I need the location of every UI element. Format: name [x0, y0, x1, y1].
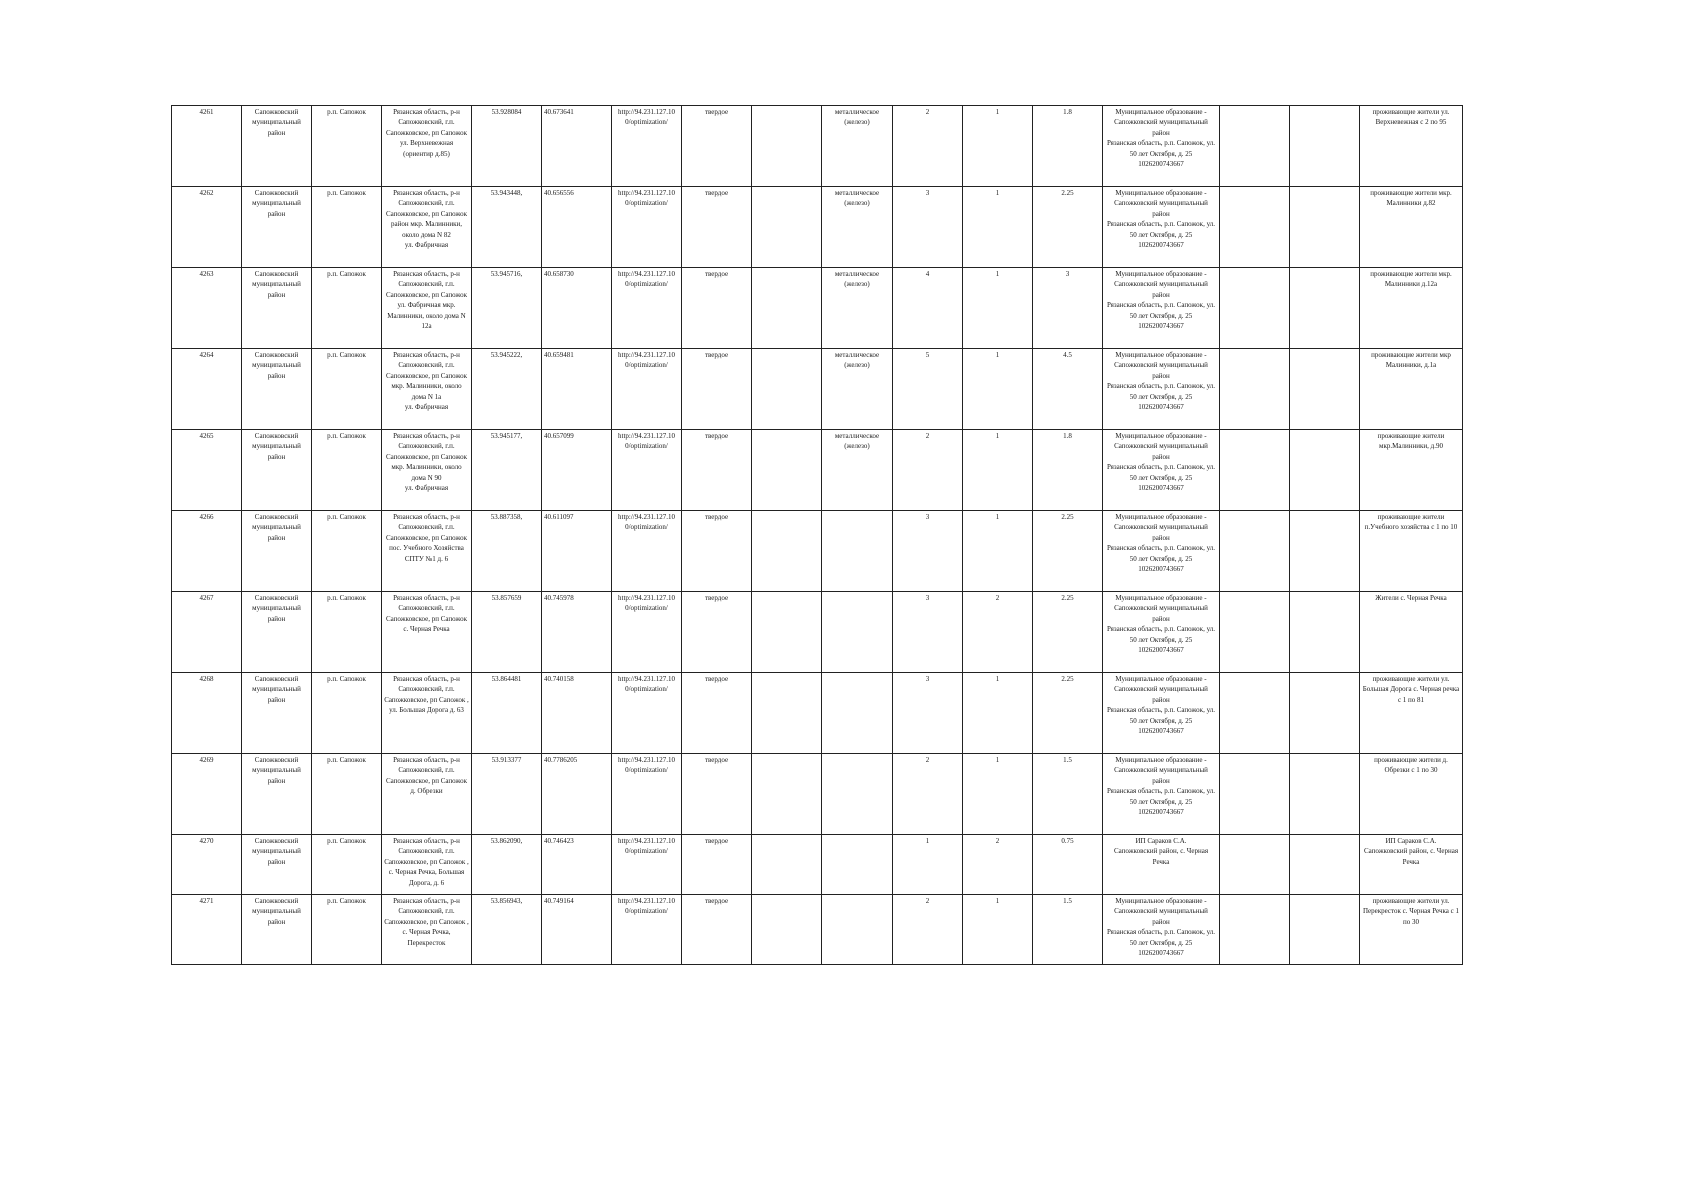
owner-cell: Муниципальное образование - Сапожковский муниципальный район Рязанская область, р.п. Сапожок, ул. 50 лет Октября, д. 25 1026200743667	[1103, 349, 1220, 430]
table-row	[172, 592, 1463, 673]
address-cell: Рязанская область, р-н Сапожковский, г.п. Сапожковское, рп Сапожок д. Обрезки	[382, 754, 472, 835]
container-material-cell: металлическое (железо)	[822, 268, 893, 349]
container-material-cell: металлическое (железо)	[822, 349, 893, 430]
planned-count-cell: 1	[963, 268, 1033, 349]
empty-cell	[1220, 673, 1290, 754]
latitude-cell: 53.943448,	[472, 187, 542, 268]
served-sources-cell: проживающие жители ул. Перекресток с. Черная Речка с 1 по 30	[1360, 895, 1463, 965]
locality-cell: р.п. Сапожок	[312, 754, 382, 835]
container-count-cell: 2	[893, 754, 963, 835]
link-cell: http://94.231.127.10 0/optimization/	[612, 673, 682, 754]
link-cell: http://94.231.127.10 0/optimization/	[612, 511, 682, 592]
empty-cell	[1290, 835, 1360, 895]
owner-cell: Муниципальное образование - Сапожковский муниципальный район Рязанская область, р.п. Сапожок, ул. 50 лет Октября, д. 25 1026200743667	[1103, 511, 1220, 592]
empty-cell	[1220, 511, 1290, 592]
address-cell: Рязанская область, р-н Сапожковский, г.п. Сапожковское, рп Сапожок пос. Учебного Хозяйства СПТУ №1 д. 6	[382, 511, 472, 592]
served-sources-cell: проживающие жители мкр. Малинники д.12а	[1360, 268, 1463, 349]
planned-count-cell: 1	[963, 349, 1033, 430]
latitude-cell: 53.945177,	[472, 430, 542, 511]
address-cell: Рязанская область, р-н Сапожковский, г.п. Сапожковское, рп Сапожок , ул. Большая Дорога д. 63	[382, 673, 472, 754]
served-sources-cell: Жители с. Черная Речка	[1360, 592, 1463, 673]
volume-cell: 1.5	[1033, 754, 1103, 835]
container-count-cell: 3	[893, 187, 963, 268]
longitude-cell: 40.745978	[542, 592, 612, 673]
container-count-cell: 2	[893, 895, 963, 965]
empty-cell	[1290, 592, 1360, 673]
longitude-cell: 40.656556	[542, 187, 612, 268]
locality-cell: р.п. Сапожок	[312, 349, 382, 430]
row-number-cell: 4266	[172, 511, 242, 592]
row-number-cell: 4262	[172, 187, 242, 268]
address-cell: Рязанская область, р-н Сапожковский, г.п. Сапожковское, рп Сапожок район мкр. Малинники, около дома N 82 ул. Фабричная	[382, 187, 472, 268]
empty-cell	[1290, 106, 1360, 187]
container-material-cell	[822, 673, 893, 754]
empty-cell	[1220, 895, 1290, 965]
planned-count-cell: 1	[963, 511, 1033, 592]
empty-cell	[1220, 835, 1290, 895]
empty-cell	[1220, 187, 1290, 268]
surface-type-cell: твердое	[682, 511, 752, 592]
address-cell: Рязанская область, р-н Сапожковский, г.п. Сапожковское, рп Сапожок , с. Черная Речка, Перекресток	[382, 895, 472, 965]
latitude-cell: 53.856943,	[472, 895, 542, 965]
owner-cell: Муниципальное образование - Сапожковский муниципальный район Рязанская область, р.п. Сапожок, ул. 50 лет Октября, д. 25 1026200743667	[1103, 430, 1220, 511]
empty-cell	[1220, 268, 1290, 349]
table-row	[172, 835, 1463, 895]
surface-type-cell: твердое	[682, 349, 752, 430]
area-cell	[752, 673, 822, 754]
container-count-cell: 1	[893, 835, 963, 895]
address-cell: Рязанская область, р-н Сапожковский, г.п. Сапожковское, рп Сапожок , с. Черная Речка, Большая Дорога, д. 6	[382, 835, 472, 895]
area-cell	[752, 754, 822, 835]
longitude-cell: 40.740158	[542, 673, 612, 754]
table-row	[172, 349, 1463, 430]
planned-count-cell: 1	[963, 430, 1033, 511]
volume-cell: 4.5	[1033, 349, 1103, 430]
volume-cell: 0.75	[1033, 835, 1103, 895]
district-cell: Сапожковский муниципальный район	[242, 430, 312, 511]
address-cell: Рязанская область, р-н Сапожковский, г.п. Сапожковское, рп Сапожок ул. Фабричная мкр. Малинники, около дома N 12а	[382, 268, 472, 349]
row-number-cell: 4270	[172, 835, 242, 895]
link-cell: http://94.231.127.10 0/optimization/	[612, 754, 682, 835]
served-sources-cell: проживающие жители ул. Большая Дорога с. Черная речка с 1 по 81	[1360, 673, 1463, 754]
volume-cell: 1.8	[1033, 430, 1103, 511]
surface-type-cell: твердое	[682, 895, 752, 965]
planned-count-cell: 1	[963, 673, 1033, 754]
owner-cell: Муниципальное образование - Сапожковский муниципальный район Рязанская область, р.п. Сапожок, ул. 50 лет Октября, д. 25 1026200743667	[1103, 592, 1220, 673]
surface-type-cell: твердое	[682, 754, 752, 835]
volume-cell: 1.8	[1033, 106, 1103, 187]
district-cell: Сапожковский муниципальный район	[242, 268, 312, 349]
container-material-cell: металлическое (железо)	[822, 430, 893, 511]
latitude-cell: 53.945222,	[472, 349, 542, 430]
district-cell: Сапожковский муниципальный район	[242, 106, 312, 187]
row-number-cell: 4267	[172, 592, 242, 673]
address-cell: Рязанская область, р-н Сапожковский, г.п. Сапожковское, рп Сапожок мкр. Малинники, около дома N 1а ул. Фабричная	[382, 349, 472, 430]
container-count-cell: 3	[893, 511, 963, 592]
longitude-cell: 40.611097	[542, 511, 612, 592]
table-row	[172, 106, 1463, 187]
address-cell: Рязанская область, р-н Сапожковский, г.п. Сапожковское, рп Сапожок мкр. Малинники, около дома N 90 ул. Фабричная	[382, 430, 472, 511]
container-material-cell	[822, 592, 893, 673]
volume-cell: 2.25	[1033, 511, 1103, 592]
district-cell: Сапожковский муниципальный район	[242, 511, 312, 592]
table-row	[172, 268, 1463, 349]
planned-count-cell: 2	[963, 592, 1033, 673]
row-number-cell: 4271	[172, 895, 242, 965]
link-cell: http://94.231.127.10 0/optimization/	[612, 268, 682, 349]
served-sources-cell: проживающие жители мкр.Малинники, д.90	[1360, 430, 1463, 511]
area-cell	[752, 349, 822, 430]
surface-type-cell: твердое	[682, 673, 752, 754]
planned-count-cell: 2	[963, 835, 1033, 895]
owner-cell: Муниципальное образование - Сапожковский муниципальный район Рязанская область, р.п. Сапожок, ул. 50 лет Октября, д. 25 1026200743667	[1103, 187, 1220, 268]
address-cell: Рязанская область, р-н Сапожковский, г.п. Сапожковское, рп Сапожок с. Черная Речка	[382, 592, 472, 673]
row-number-cell: 4264	[172, 349, 242, 430]
locality-cell: р.п. Сапожок	[312, 511, 382, 592]
longitude-cell: 40.749164	[542, 895, 612, 965]
link-cell: http://94.231.127.10 0/optimization/	[612, 430, 682, 511]
link-cell: http://94.231.127.10 0/optimization/	[612, 592, 682, 673]
owner-cell: ИП Сараков С.А. Сапожковский район, с. Черная Речка	[1103, 835, 1220, 895]
latitude-cell: 53.864481	[472, 673, 542, 754]
empty-cell	[1290, 349, 1360, 430]
container-material-cell	[822, 895, 893, 965]
district-cell: Сапожковский муниципальный район	[242, 754, 312, 835]
registry-sheet	[171, 105, 1463, 965]
empty-cell	[1290, 754, 1360, 835]
latitude-cell: 53.945716,	[472, 268, 542, 349]
district-cell: Сапожковский муниципальный район	[242, 349, 312, 430]
link-cell: http://94.231.127.10 0/optimization/	[612, 895, 682, 965]
row-number-cell: 4265	[172, 430, 242, 511]
link-cell: http://94.231.127.10 0/optimization/	[612, 187, 682, 268]
link-cell: http://94.231.127.10 0/optimization/	[612, 106, 682, 187]
container-count-cell: 4	[893, 268, 963, 349]
served-sources-cell: проживающие жители мкр Малинники, д.1а	[1360, 349, 1463, 430]
volume-cell: 2.25	[1033, 673, 1103, 754]
served-sources-cell: проживающие жители мкр. Малинники д.82	[1360, 187, 1463, 268]
district-cell: Сапожковский муниципальный район	[242, 895, 312, 965]
empty-cell	[1290, 430, 1360, 511]
longitude-cell: 40.7786205	[542, 754, 612, 835]
waste-sites-table	[171, 105, 1463, 965]
locality-cell: р.п. Сапожок	[312, 187, 382, 268]
owner-cell: Муниципальное образование - Сапожковский муниципальный район Рязанская область, р.п. Сапожок, ул. 50 лет Октября, д. 25 1026200743667	[1103, 268, 1220, 349]
latitude-cell: 53.887358,	[472, 511, 542, 592]
empty-cell	[1290, 895, 1360, 965]
surface-type-cell: твердое	[682, 268, 752, 349]
longitude-cell: 40.659481	[542, 349, 612, 430]
container-material-cell: металлическое (железо)	[822, 187, 893, 268]
empty-cell	[1220, 349, 1290, 430]
area-cell	[752, 835, 822, 895]
locality-cell: р.п. Сапожок	[312, 895, 382, 965]
volume-cell: 3	[1033, 268, 1103, 349]
container-count-cell: 3	[893, 673, 963, 754]
table-row	[172, 511, 1463, 592]
locality-cell: р.п. Сапожок	[312, 673, 382, 754]
row-number-cell: 4268	[172, 673, 242, 754]
row-number-cell: 4269	[172, 754, 242, 835]
locality-cell: р.п. Сапожок	[312, 592, 382, 673]
table-body	[172, 106, 1463, 965]
empty-cell	[1290, 511, 1360, 592]
empty-cell	[1290, 268, 1360, 349]
area-cell	[752, 511, 822, 592]
planned-count-cell: 1	[963, 754, 1033, 835]
container-material-cell	[822, 511, 893, 592]
empty-cell	[1290, 673, 1360, 754]
surface-type-cell: твердое	[682, 106, 752, 187]
latitude-cell: 53.928084	[472, 106, 542, 187]
address-cell: Рязанская область, р-н Сапожковский, г.п. Сапожковское, рп Сапожок ул. Верхневежная (ориентир д.85)	[382, 106, 472, 187]
district-cell: Сапожковский муниципальный район	[242, 835, 312, 895]
container-material-cell	[822, 835, 893, 895]
empty-cell	[1220, 754, 1290, 835]
owner-cell: Муниципальное образование - Сапожковский муниципальный район Рязанская область, р.п. Сапожок, ул. 50 лет Октября, д. 25 1026200743667	[1103, 673, 1220, 754]
area-cell	[752, 106, 822, 187]
longitude-cell: 40.658730	[542, 268, 612, 349]
volume-cell: 2.25	[1033, 187, 1103, 268]
empty-cell	[1220, 430, 1290, 511]
container-count-cell: 3	[893, 592, 963, 673]
longitude-cell: 40.746423	[542, 835, 612, 895]
planned-count-cell: 1	[963, 187, 1033, 268]
area-cell	[752, 895, 822, 965]
volume-cell: 1.5	[1033, 895, 1103, 965]
surface-type-cell: твердое	[682, 592, 752, 673]
volume-cell: 2.25	[1033, 592, 1103, 673]
container-count-cell: 5	[893, 349, 963, 430]
empty-cell	[1290, 187, 1360, 268]
table-row	[172, 895, 1463, 965]
locality-cell: р.п. Сапожок	[312, 835, 382, 895]
latitude-cell: 53.857659	[472, 592, 542, 673]
surface-type-cell: твердое	[682, 430, 752, 511]
served-sources-cell: проживающие жители ул. Верхневежная с 2 по 95	[1360, 106, 1463, 187]
container-material-cell	[822, 754, 893, 835]
owner-cell: Муниципальное образование - Сапожковский муниципальный район Рязанская область, р.п. Сапожок, ул. 50 лет Октября, д. 25 1026200743667	[1103, 754, 1220, 835]
locality-cell: р.п. Сапожок	[312, 430, 382, 511]
longitude-cell: 40.673641	[542, 106, 612, 187]
served-sources-cell: ИП Сараков С.А. Сапожковский район, с. Черная Речка	[1360, 835, 1463, 895]
table-row	[172, 187, 1463, 268]
locality-cell: р.п. Сапожок	[312, 268, 382, 349]
latitude-cell: 53.913377	[472, 754, 542, 835]
district-cell: Сапожковский муниципальный район	[242, 673, 312, 754]
served-sources-cell: проживающие жители д. Обрезки с 1 по 30	[1360, 754, 1463, 835]
table-row	[172, 430, 1463, 511]
row-number-cell: 4261	[172, 106, 242, 187]
served-sources-cell: проживающие жители п.Учебного хозяйства с 1 по 10	[1360, 511, 1463, 592]
surface-type-cell: твердое	[682, 187, 752, 268]
area-cell	[752, 187, 822, 268]
district-cell: Сапожковский муниципальный район	[242, 592, 312, 673]
area-cell	[752, 592, 822, 673]
district-cell: Сапожковский муниципальный район	[242, 187, 312, 268]
planned-count-cell: 1	[963, 895, 1033, 965]
surface-type-cell: твердое	[682, 835, 752, 895]
locality-cell: р.п. Сапожок	[312, 106, 382, 187]
area-cell	[752, 430, 822, 511]
longitude-cell: 40.657099	[542, 430, 612, 511]
row-number-cell: 4263	[172, 268, 242, 349]
owner-cell: Муниципальное образование - Сапожковский муниципальный район Рязанская область, р.п. Сапожок, ул. 50 лет Октября, д. 25 1026200743667	[1103, 106, 1220, 187]
table-row	[172, 673, 1463, 754]
link-cell: http://94.231.127.10 0/optimization/	[612, 835, 682, 895]
latitude-cell: 53.862090,	[472, 835, 542, 895]
planned-count-cell: 1	[963, 106, 1033, 187]
link-cell: http://94.231.127.10 0/optimization/	[612, 349, 682, 430]
owner-cell: Муниципальное образование - Сапожковский муниципальный район Рязанская область, р.п. Сапожок, ул. 50 лет Октября, д. 25 1026200743667	[1103, 895, 1220, 965]
container-count-cell: 2	[893, 430, 963, 511]
empty-cell	[1220, 592, 1290, 673]
empty-cell	[1220, 106, 1290, 187]
container-material-cell: металлическое (железо)	[822, 106, 893, 187]
container-count-cell: 2	[893, 106, 963, 187]
area-cell	[752, 268, 822, 349]
table-row	[172, 754, 1463, 835]
